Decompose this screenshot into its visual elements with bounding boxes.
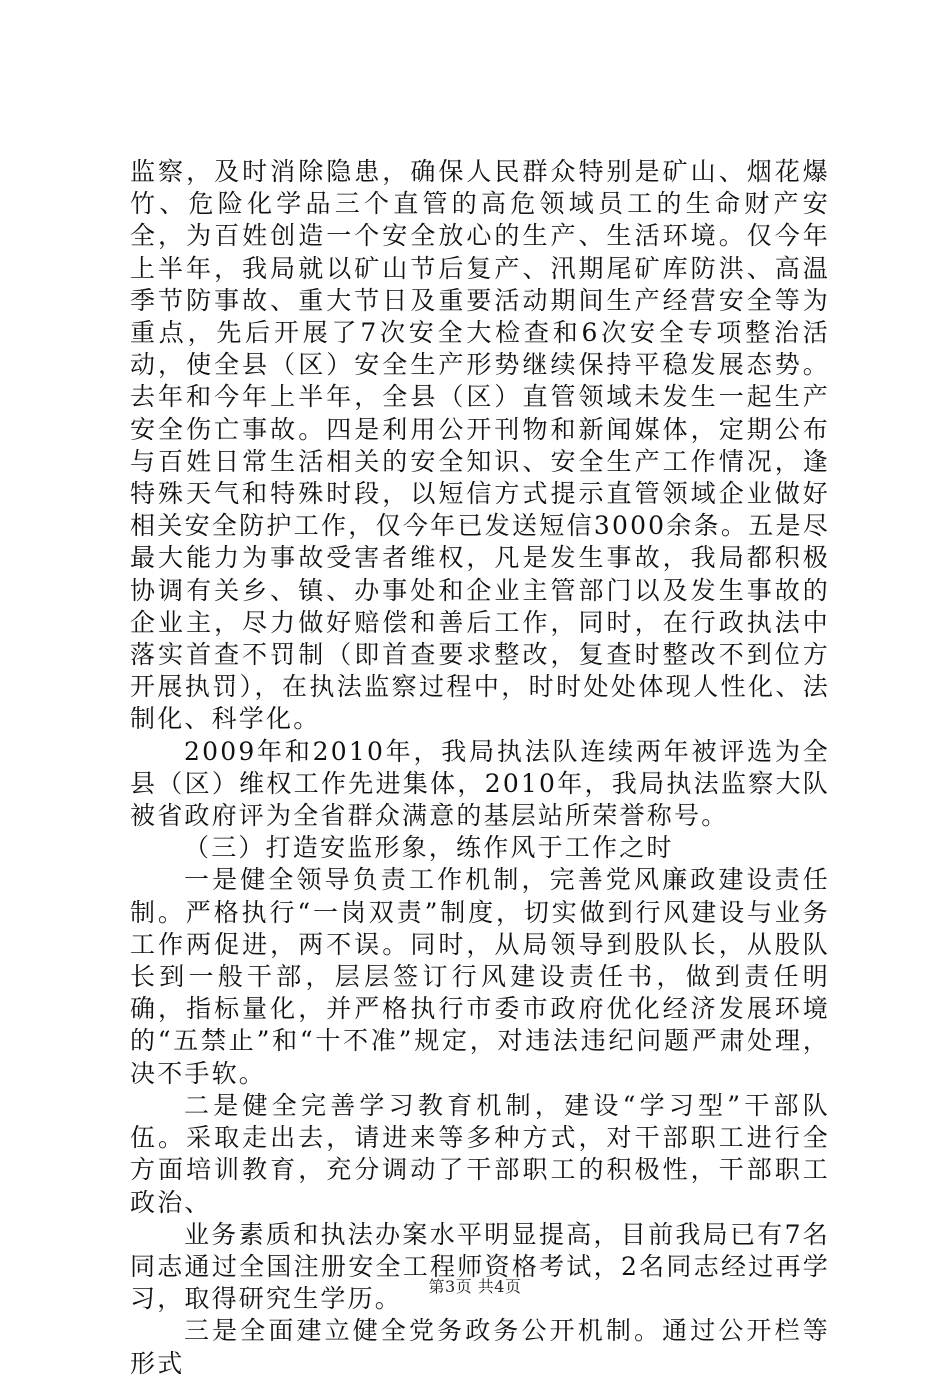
page-number: 第3页 共4页 [428,1277,522,1296]
paragraph-point-two: 二是健全完善学习教育机制，建设“学习型”干部队伍。采取走出去，请进来等多种方式，对干部职工进行全方面培训教育，充分调动了干部职工的积极性，干部职工政治、 [130,1090,830,1217]
paragraph-continuation: 监察，及时消除隐患，确保人民群众特别是矿山、烟花爆竹、危险化学品三个直管的高危领域员工的生命财产安全，为百姓创造一个安全放心的生产、生活环境。仅今年上半年，我局就以矿山节后复产、汛期尾矿库防洪、高温季节防事故、重大节日及重要活动期间生产经营安全等为重点，先后开展了7次安全大检查和6次安全专项整治活动，使全县（区）安全生产形势继续保持平稳发展态势。去年和今年上半年，全县（区）直管领域未发生一起生产安全伤亡事故。四是利用公开刊物和新闻媒体，定期公布与百姓日常生活相关的安全知识、安全生产工作情况，逢特殊天气和特殊时段，以短信方式提示直管领域企业做好相关安全防护工作，仅今年已发送短信3000余条。五是尽最大能力为事故受害者维权，凡是发生事故，我局都积极协调有关乡、镇、办事处和企业主管部门以及发生事故的企业主，尽力做好赔偿和善后工作，同时，在行政执法中落实首查不罚制（即首查要求整改，复查时整改不到位方开展执罚），在执法监察过程中，时时处处体现人性化、法制化、科学化。 [130,157,830,734]
paragraph-awards: 2009年和2010年，我局执法队连续两年被评选为全县（区）维权工作先进集体，2010年，我局执法监察大队被省政府评为全省群众满意的基层站所荣誉称号。 [130,736,830,831]
paragraph-point-two-continued: 业务素质和执法办案水平明显提高，目前我局已有7名同志通过全国注册安全工程师资格考试，2名同志经过再学习，取得研究生学历。 [130,1219,830,1314]
paragraph-point-three: 三是全面建立健全党务政务公开机制。通过公开栏等形式 [130,1316,830,1378]
document-body [130,156,830,1380]
section-heading: （三）打造安监形象，练作风于工作之时 [184,833,674,863]
paragraph-point-one: 一是健全领导负责工作机制，完善党风廉政建设责任制。严格执行“一岗双责”制度，切实做到行风建设与业务工作两促进，两不误。同时，从局领导到股队长，从股队长到一般干部，层层签订行风建设责任书，做到责任明确，指标量化，并严格执行市委市政府优化经济发展环境的“五禁止”和“十不准”规定，对违法违纪问题严肃处理，决不手软。 [130,865,830,1088]
